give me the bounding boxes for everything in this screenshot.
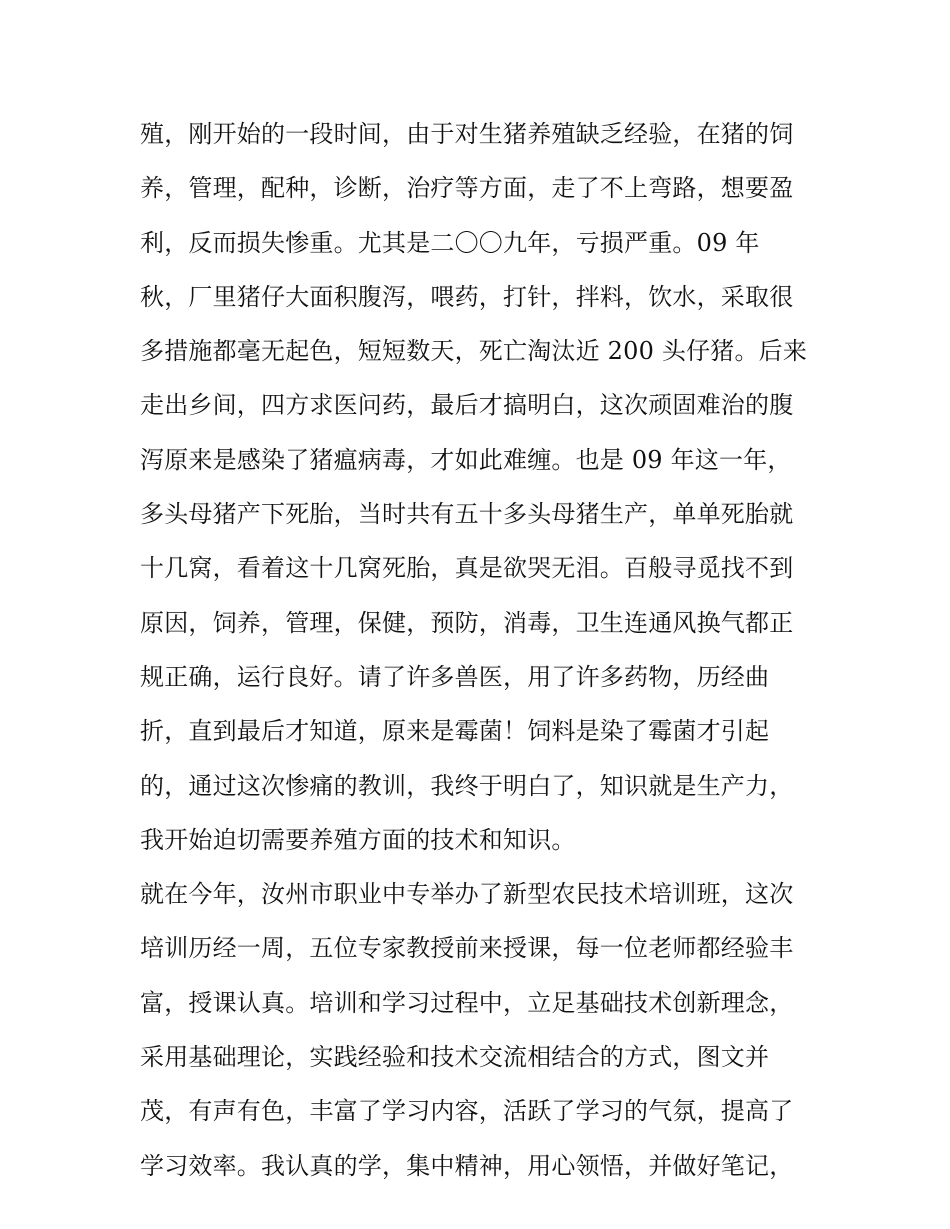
text-line: 殖，刚开始的一段时间，由于对生猪养殖缺乏经验，在猪的饲	[140, 120, 794, 148]
text-line: 的，通过这次惨痛的教训，我终于明白了，知识就是生产力，	[140, 771, 794, 800]
text-line: 规正确，运行良好。请了许多兽医，用了许多药物，历经曲	[140, 662, 770, 691]
text-line: 养，管理，配种，诊断，治疗等方面，走了不上弯路，想要盈	[140, 174, 794, 203]
text-line: 走出乡间，四方求医问药，最后才搞明白，这次顽固难治的腹	[140, 391, 794, 420]
text-line: 秋，厂里猪仔大面积腹泻，喂药，打针，拌料，饮水，采取很	[140, 282, 794, 311]
text-line: 利，反而损失惨重。尤其是二〇〇九年，亏损严重。09 年	[140, 228, 760, 257]
text-line: 采用基础理论，实践经验和技术交流相结合的方式，图文并	[140, 1043, 770, 1072]
text-line: 我开始迫切需要养殖方面的技术和知识。	[140, 825, 576, 854]
text-line: 十几窝，看着这十几窝死胎，真是欲哭无泪。百般寻觅找不到	[140, 554, 794, 583]
body-text	[140, 107, 830, 1193]
text-line: 就在今年，汝州市职业中专举办了新型农民技术培训班，这次	[140, 880, 794, 909]
text-line: 学习效率。我认真的学，集中精神，用心领悟，并做好笔记，	[140, 1151, 794, 1180]
text-line: 培训历经一周，五位专家教授前来授课，每一位老师都经验丰	[140, 934, 794, 963]
text-line: 多措施都毫无起色，短短数天，死亡淘汰近 200 头仔猪。后来	[140, 337, 808, 366]
text-line: 折，直到最后才知道，原来是霉菌！饲料是染了霉菌才引起	[140, 717, 770, 746]
text-line: 原因，饲养，管理，保健，预防，消毒，卫生连通风换气都正	[140, 608, 794, 637]
text-line: 茂，有声有色，丰富了学习内容，活跃了学习的气氛，提高了	[140, 1097, 794, 1126]
text-line: 泻原来是感染了猪瘟病毒，才如此难缠。也是 09 年这一年，	[140, 445, 792, 474]
text-line: 多头母猪产下死胎，当时共有五十多头母猪生产，单单死胎就	[140, 500, 794, 529]
text-line: 富，授课认真。培训和学习过程中，立足基础技术创新理念，	[140, 988, 794, 1017]
